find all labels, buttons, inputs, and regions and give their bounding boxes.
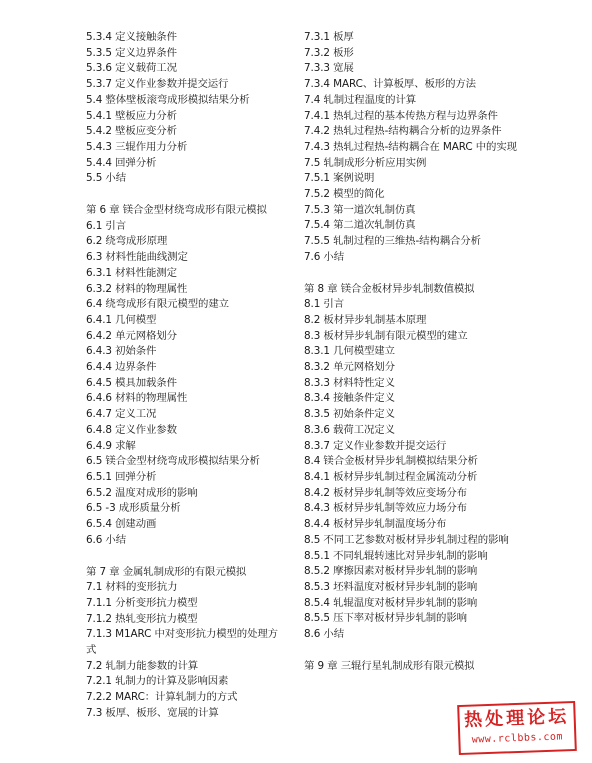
toc-entry: 5.3.7 定义作业参数并提交运行 [86,78,229,91]
toc-entry: 6.4.3 初始条件 [86,345,157,358]
toc-entry: 7.1.2 热轧变形抗力模型 [86,612,198,625]
toc-entry: 8.3.7 定义作业参数并提交运行 [304,439,447,452]
toc-entry: 8.3.5 初始条件定义 [304,408,395,421]
toc-entry: 5.5 小结 [86,172,127,185]
toc-entry: 8.6 小结 [304,628,345,641]
toc-entry: 7.4.2 热轧过程热-结构耦合分析的边界条件 [304,125,502,138]
toc-entry: 7.3.3 宽展 [304,62,354,75]
toc-entry: 5.4.2 壁板应变分析 [86,125,177,138]
toc-entry: 7.1.3 M1ARC 中对变形抗力模型的处理方式 [86,628,278,657]
toc-entry: 7.3.4 MARC、计算板厚、板形的方法 [304,78,476,91]
toc-entry: 7.3.1 板厚 [304,31,354,43]
toc-entry: 7.5.2 模型的简化 [304,188,385,201]
toc-entry: 6.3.1 材料性能测定 [86,266,177,279]
toc-entry: 8.4.4 板材异步轧制温度场分布 [304,518,447,531]
toc-entry: 6.5 -3 成形质量分析 [86,502,181,515]
toc-entry: 8.4.2 板材异步轧制等效应变场分布 [304,486,467,499]
toc-entry: 6.3.2 材料的物理属性 [86,282,188,295]
toc-entry: 6.4 绕弯成形有限元模型的建立 [86,298,229,311]
toc-entry: 8.5.4 轧辊温度对板材异步轧制的影响 [304,596,478,609]
toc-entry: 6.5.1 回弹分析 [86,470,157,483]
toc-entry: 5.3.6 定义载荷工况 [86,62,177,75]
toc-entry: 6.4.7 定义工况 [86,408,157,421]
toc-entry: 5.3.5 定义边界条件 [86,46,177,59]
toc-entry: 8.1 引言 [304,298,345,311]
toc-entry: 7.4.3 热轧过程热-结构耦合在 MARC 中的实现 [304,140,517,153]
toc-entry: 6.6 小结 [86,533,127,546]
toc-entry: 7.2.1 轧制力的计算及影响因素 [86,675,229,688]
toc-entry: 5.4.4 回弹分析 [86,156,157,169]
toc-chapter-heading: 第 9 章 三辊行星轧制成形有限元模拟 [304,659,475,672]
toc-entry: 5.4.1 壁板应力分析 [86,109,177,122]
toc-entry: 6.4.8 定义作业参数 [86,423,177,436]
toc-entry: 8.3.6 载荷工况定义 [304,423,395,436]
toc-entry: 8.5.5 压下率对板材异步轧制的影响 [304,612,467,625]
toc-entry: 7.4 轧制过程温度的计算 [304,93,417,106]
toc-chapter-heading: 第 8 章 镁合金板材异步轧制数值模拟 [304,282,475,295]
toc-entry: 6.4.2 单元网格划分 [86,329,177,342]
watermark-stamp [457,701,577,755]
toc-entry: 6.5.2 温度对成形的影响 [86,486,198,499]
toc-entry: 8.2 板材异步轧制基本原理 [304,313,427,326]
toc-entry: 5.4 整体壁板滚弯成形模拟结果分析 [86,93,250,106]
toc-entry: 6.1 引言 [86,219,127,232]
toc-entry: 6.5.4 创建动画 [86,518,157,531]
toc-entry: 7.5 轧制成形分析应用实例 [304,156,427,169]
toc-entry: 7.5.4 第二道次轧制仿真 [304,219,416,232]
toc-entry: 8.5.1 不同轧辊转速比对异步轧制的影响 [304,549,488,562]
toc-entry: 8.5.3 坯料温度对板材异步轧制的影响 [304,580,478,593]
toc-entry: 6.4.9 求解 [86,439,136,452]
toc-entry: 8.3.4 接触条件定义 [304,392,395,405]
toc-entry: 6.3 材料性能曲线测定 [86,251,188,264]
toc-chapter-heading: 第 6 章 镁合金型材绕弯成形有限元模拟 [86,204,267,217]
toc-entry: 8.3 板材异步轧制有限元模型的建立 [304,329,468,342]
toc-entry: 6.4.5 模具加载条件 [86,376,177,389]
toc-entry: 7.1 材料的变形抗力 [86,581,178,594]
toc-entry: 6.4.4 边界条件 [86,361,157,374]
toc-entry: 7.6 小结 [304,250,345,263]
watermark-url: www.rclbbs.com [471,731,564,746]
watermark-title: 热处理论坛 [463,706,570,731]
toc-entry: 7.2 轧制力能参数的计算 [86,659,199,672]
toc-entry: 5.4.3 三辊作用力分析 [86,140,188,153]
toc-entry: 8.5.2 摩擦因素对板材异步轧制的影响 [304,565,478,578]
toc-entry: 7.1.1 分析变形抗力模型 [86,596,198,609]
toc-left-column [86,30,286,722]
toc-entry: 6.5 镁合金型材绕弯成形模拟结果分析 [86,455,260,468]
toc-entry: 7.3.2 板形 [304,46,354,59]
toc-entry: 6.4.6 材料的物理属性 [86,392,188,405]
toc-entry: 8.3.2 单元网格划分 [304,361,395,374]
toc-entry: 7.2.2 MARC：计算轧制力的方式 [86,691,238,704]
toc-right-column [304,30,519,674]
toc-entry: 8.4.3 板材异步轧制等效应力场分布 [304,502,467,515]
toc-entry: 7.3 板厚、板形、宽展的计算 [86,706,219,719]
toc-entry: 7.5.1 案例说明 [304,172,375,185]
toc-entry: 7.5.5 轧制过程的三维热-结构耦合分析 [304,235,481,248]
toc-chapter-heading: 第 7 章 金属轧制成形的有限元模拟 [86,565,247,578]
toc-entry: 5.3.4 定义接触条件 [86,31,177,43]
toc-entry: 6.4.1 几何模型 [86,313,157,326]
toc-entry: 8.5 不同工艺参数对板材异步轧制过程的影响 [304,533,509,546]
toc-entry: 7.4.1 热轧过程的基本传热方程与边界条件 [304,109,498,122]
toc-entry: 8.4.1 板材异步轧制过程金属流动分析 [304,470,478,483]
toc-entry: 8.3.1 几何模型建立 [304,345,395,358]
toc-entry: 7.5.3 第一道次轧制仿真 [304,203,416,216]
toc-entry: 6.2 绕弯成形原理 [86,235,168,248]
toc-entry: 8.4 镁合金板材异步轧制模拟结果分析 [304,455,478,468]
toc-entry: 8.3.3 材料特性定义 [304,376,395,389]
